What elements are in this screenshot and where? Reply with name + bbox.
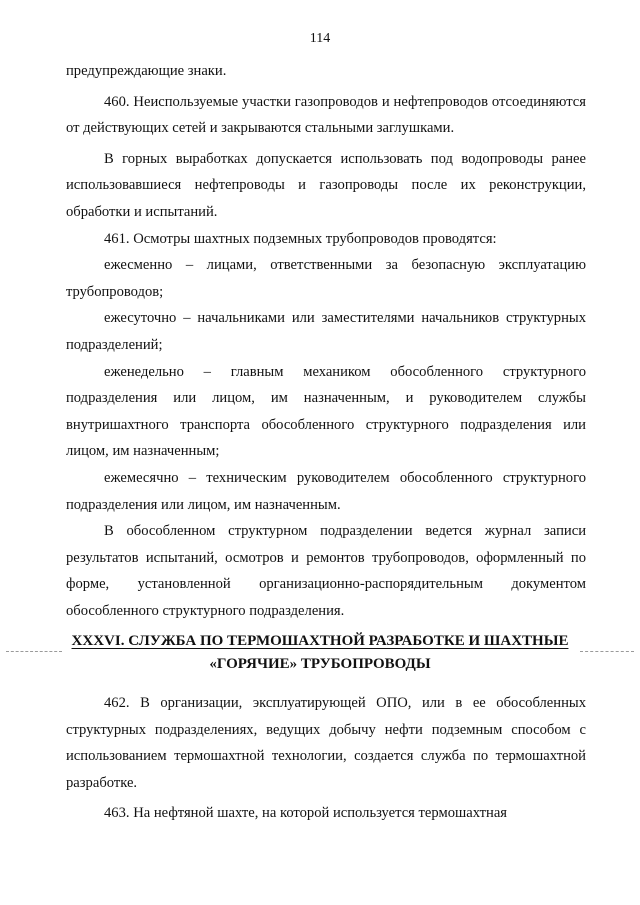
section-heading-line2: «ГОРЯЧИЕ» ТРУБОПРОВОДЫ	[209, 656, 431, 672]
list-item-monthly: ежемесячно – техническим руководителем обособленного структурного подразделения или лицом, им назначенным.	[66, 469, 586, 513]
paragraph-continuation: предупреждающие знаки.	[66, 63, 227, 79]
section-heading	[0, 630, 640, 676]
paragraph-mine-workings: В горных выработках допускается использовать под водопроводы ранее использовавшиеся нефтепроводы и газопроводы после их реконструкции, обработки и испытаний.	[66, 150, 586, 220]
paragraph-462: 462. В организации, эксплуатирующей ОПО, или в ее обособленных структурных подразделениях, ведущих добычу нефти подземным способом с использованием термошахтной технологии, создается служба по термошахтной разработке.	[66, 695, 586, 791]
list-item-each-shift: ежесменно – лицами, ответственными за безопасную эксплуатацию трубопроводов;	[66, 257, 586, 300]
paragraph-460: 460. Неиспользуемые участки газопроводов и нефтепроводов отсоединяются от действующих сетей и закрываются стальными заглушками.	[66, 93, 586, 137]
text-block-top	[66, 58, 586, 624]
section-heading-line1: XXXVI. СЛУЖБА ПО ТЕРМОШАХТНОЙ РАЗРАБОТКЕ И ШАХТНЫЕ	[71, 633, 569, 649]
paragraph-463: 463. На нефтяной шахте, на которой используется термошахтная	[104, 805, 508, 822]
text-block-bottom	[66, 690, 586, 827]
list-item-weekly: еженедельно – главным механиком обособленного структурного подразделения или лицом, им назначенным, и руководителем службы внутришахтного транспорта обособленного структурного подразделения или лицом, им назначенным;	[66, 363, 586, 460]
list-item-daily: ежесуточно – начальниками или заместителями начальников структурных подразделений;	[66, 310, 586, 353]
paragraph-journal: В обособленном структурном подразделении ведется журнал записи результатов испытаний, осмотров и ремонтов трубопроводов, оформленный по форме, установленной организационно-распорядительным документом обособленного структурного подразделения.	[66, 523, 586, 619]
paragraph-461: 461. Осмотры шахтных подземных трубопроводов проводятся:	[104, 230, 497, 247]
page-number: 114	[309, 31, 331, 46]
